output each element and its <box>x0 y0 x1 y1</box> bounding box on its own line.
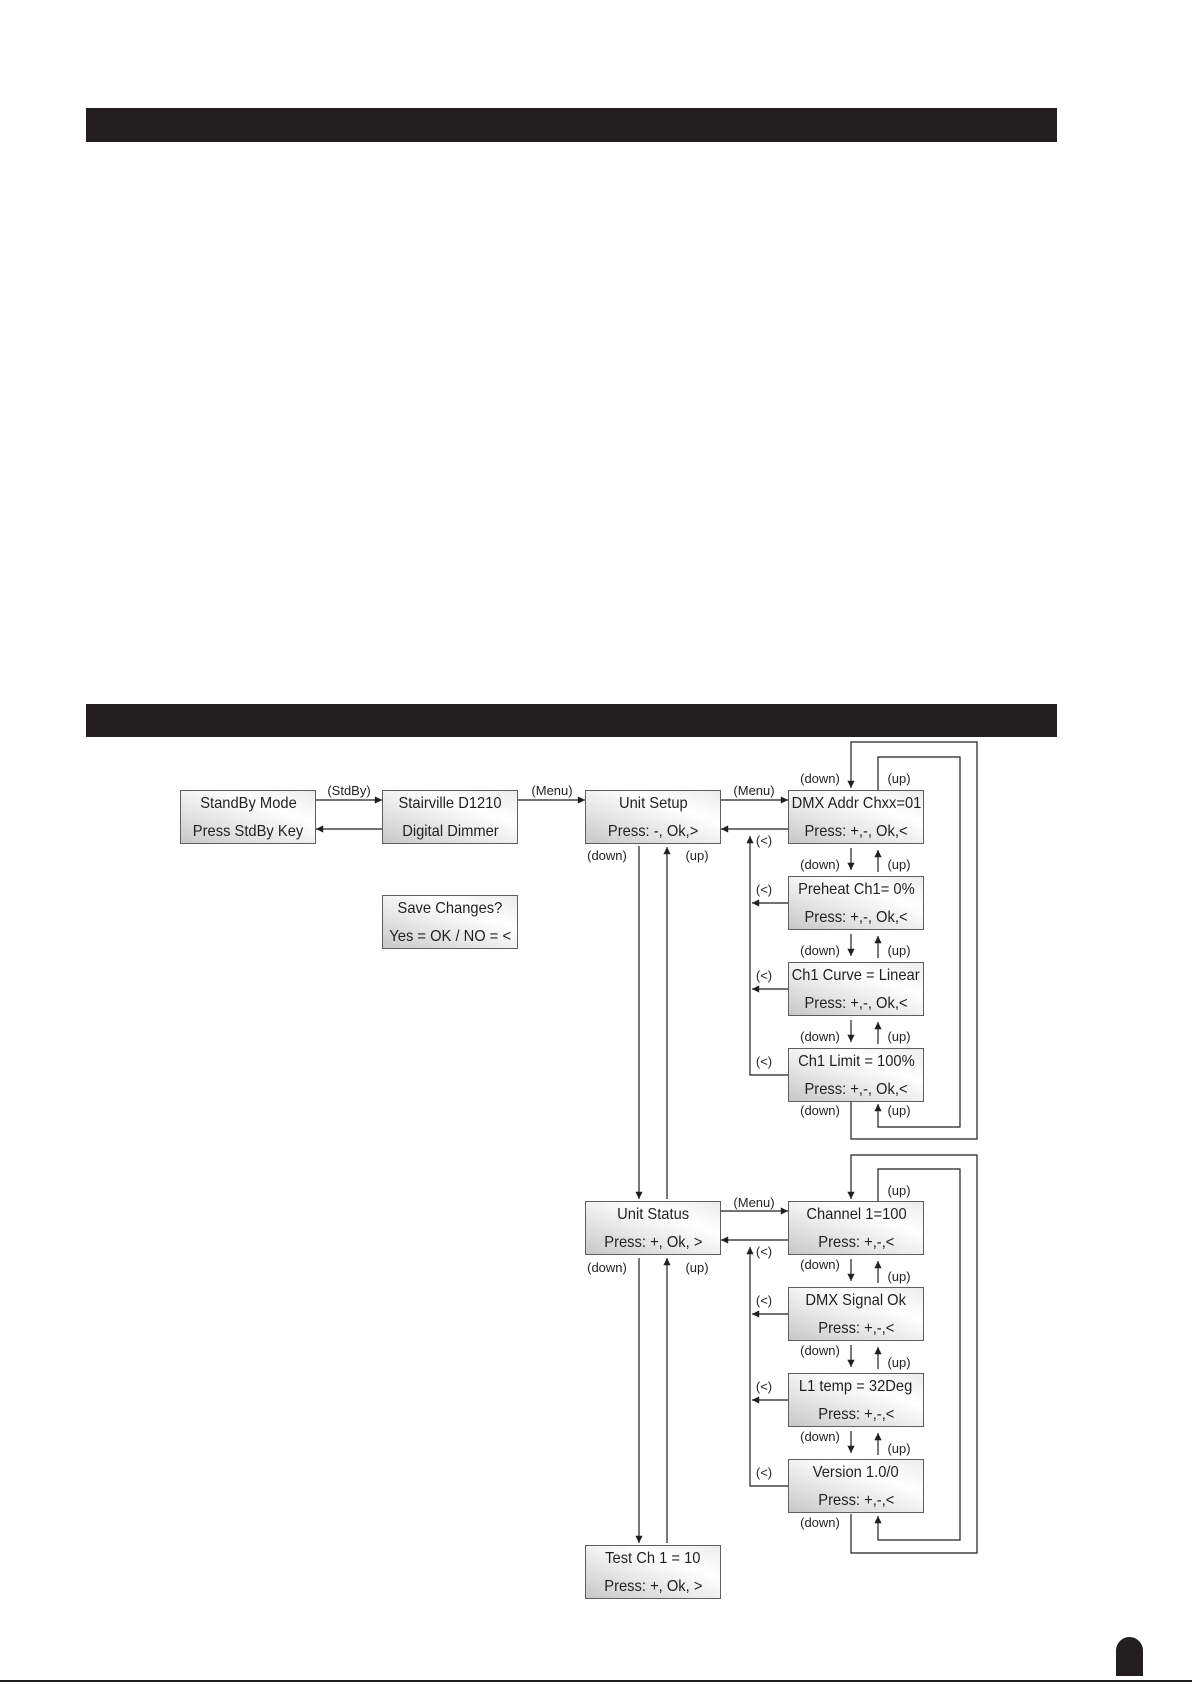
menu-box-title: Unit Setup <box>618 795 688 812</box>
menu-box-ch1-limit <box>788 1048 924 1102</box>
arrow-label-stdby: (StdBy) <box>327 783 371 798</box>
arrow-label-down: (down) <box>800 1429 840 1444</box>
menu-box-prompt: Press StdBy Key <box>192 823 304 840</box>
menu-box-title: L1 temp = 32Deg <box>799 1378 913 1395</box>
arrow-label-menu: (Menu) <box>733 1195 775 1210</box>
arrow-label-up: (up) <box>887 1029 911 1044</box>
menu-box-title: Preheat Ch1= 0% <box>797 881 915 898</box>
arrow-label-down: (down) <box>800 1257 840 1272</box>
arrow-label-down: (down) <box>800 1029 840 1044</box>
menu-box-l1-temp <box>788 1373 924 1427</box>
arrow-label-down: (down) <box>800 1103 840 1118</box>
menu-box-prompt: Press: +,-,< <box>817 1492 895 1509</box>
arrow-label-down: (down) <box>800 771 840 786</box>
menu-box-prompt: Press: +, Ok, > <box>603 1578 703 1595</box>
menu-box-prompt: Press: +,-,< <box>817 1320 895 1337</box>
menu-box-test-ch1 <box>585 1545 721 1599</box>
arrow-label-up: (up) <box>887 1441 911 1456</box>
arrow-label-up: (up) <box>887 771 911 786</box>
arrow-label-down: (down) <box>800 857 840 872</box>
arrow-label-back: (<) <box>755 882 773 897</box>
arrow-label-up: (up) <box>887 1103 911 1118</box>
arrow-label-up: (up) <box>887 1269 911 1284</box>
menu-box-title: Save Changes? <box>397 900 503 917</box>
menu-box-unit-setup <box>585 790 721 844</box>
menu-box-unit-status <box>585 1201 721 1255</box>
arrow-label-up: (up) <box>887 1355 911 1370</box>
arrow-label-up: (up) <box>887 1183 911 1198</box>
arrow-label-back: (<) <box>755 1244 773 1259</box>
arrow-label-down: (down) <box>800 1515 840 1530</box>
menu-box-title: Stairville D1210 <box>398 795 502 812</box>
menu-box-prompt: Press: +,-, Ok,< <box>804 995 908 1012</box>
arrow-label-down: (down) <box>800 943 840 958</box>
menu-box-title: DMX Signal Ok <box>805 1292 907 1309</box>
menu-box-prompt: Press: +,-, Ok,< <box>804 823 908 840</box>
arrow-label-back: (<) <box>755 1379 773 1394</box>
arrow-label-up: (up) <box>685 1260 709 1275</box>
arrow-label-back: (<) <box>755 833 773 848</box>
menu-box-prompt: Press: +, Ok, > <box>603 1234 703 1251</box>
menu-box-save-changes <box>382 895 518 949</box>
arrow-label-up: (up) <box>685 848 709 863</box>
arrow-label-up: (up) <box>887 857 911 872</box>
menu-box-title: DMX Addr Chxx=01 <box>791 795 921 812</box>
menu-box-title: Ch1 Limit = 100% <box>797 1053 915 1070</box>
menu-box-prompt: Press: +,-,< <box>817 1406 895 1423</box>
menu-box-version <box>788 1459 924 1513</box>
menu-box-standby <box>180 790 316 844</box>
arrow-label-down: (down) <box>800 1343 840 1358</box>
menu-box-title: Version 1.0/0 <box>813 1464 899 1481</box>
arrow-label-down: (down) <box>587 1260 627 1275</box>
menu-box-title: Channel 1=100 <box>805 1206 907 1223</box>
arrow-label-back: (<) <box>755 1293 773 1308</box>
menu-box-prompt: Yes = OK / NO = < <box>389 928 511 945</box>
arrow-label-menu: (Menu) <box>531 783 573 798</box>
menu-box-dmx-signal <box>788 1287 924 1341</box>
menu-box-prompt: Press: -, Ok,> <box>607 823 699 840</box>
menu-box-prompt: Press: +,-, Ok,< <box>804 909 908 926</box>
menu-box-dmx-addr <box>788 790 924 844</box>
return-line-setup <box>750 833 788 1075</box>
menu-box-channel1 <box>788 1201 924 1255</box>
arrow-label-back: (<) <box>755 968 773 983</box>
arrow-label-back: (<) <box>755 1465 773 1480</box>
arrow-label-back: (<) <box>755 1054 773 1069</box>
arrow-label-up: (up) <box>887 943 911 958</box>
menu-box-title: Unit Status <box>616 1206 689 1223</box>
menu-box-prompt: Press: +,-,< <box>817 1234 895 1251</box>
arrow-label-down: (down) <box>587 848 627 863</box>
menu-box-prompt: Digital Dimmer <box>401 823 499 840</box>
menu-box-title: Ch1 Curve = Linear <box>791 967 921 984</box>
menu-box-preheat <box>788 876 924 930</box>
menu-box-title: StandBy Mode <box>199 795 297 812</box>
menu-box-title: Test Ch 1 = 10 <box>605 1550 701 1567</box>
return-line-status <box>750 1244 788 1486</box>
menu-box-prompt: Press: +,-, Ok,< <box>804 1081 908 1098</box>
menu-box-stairville <box>382 790 518 844</box>
arrow-label-menu: (Menu) <box>733 783 775 798</box>
menu-box-ch1-curve <box>788 962 924 1016</box>
